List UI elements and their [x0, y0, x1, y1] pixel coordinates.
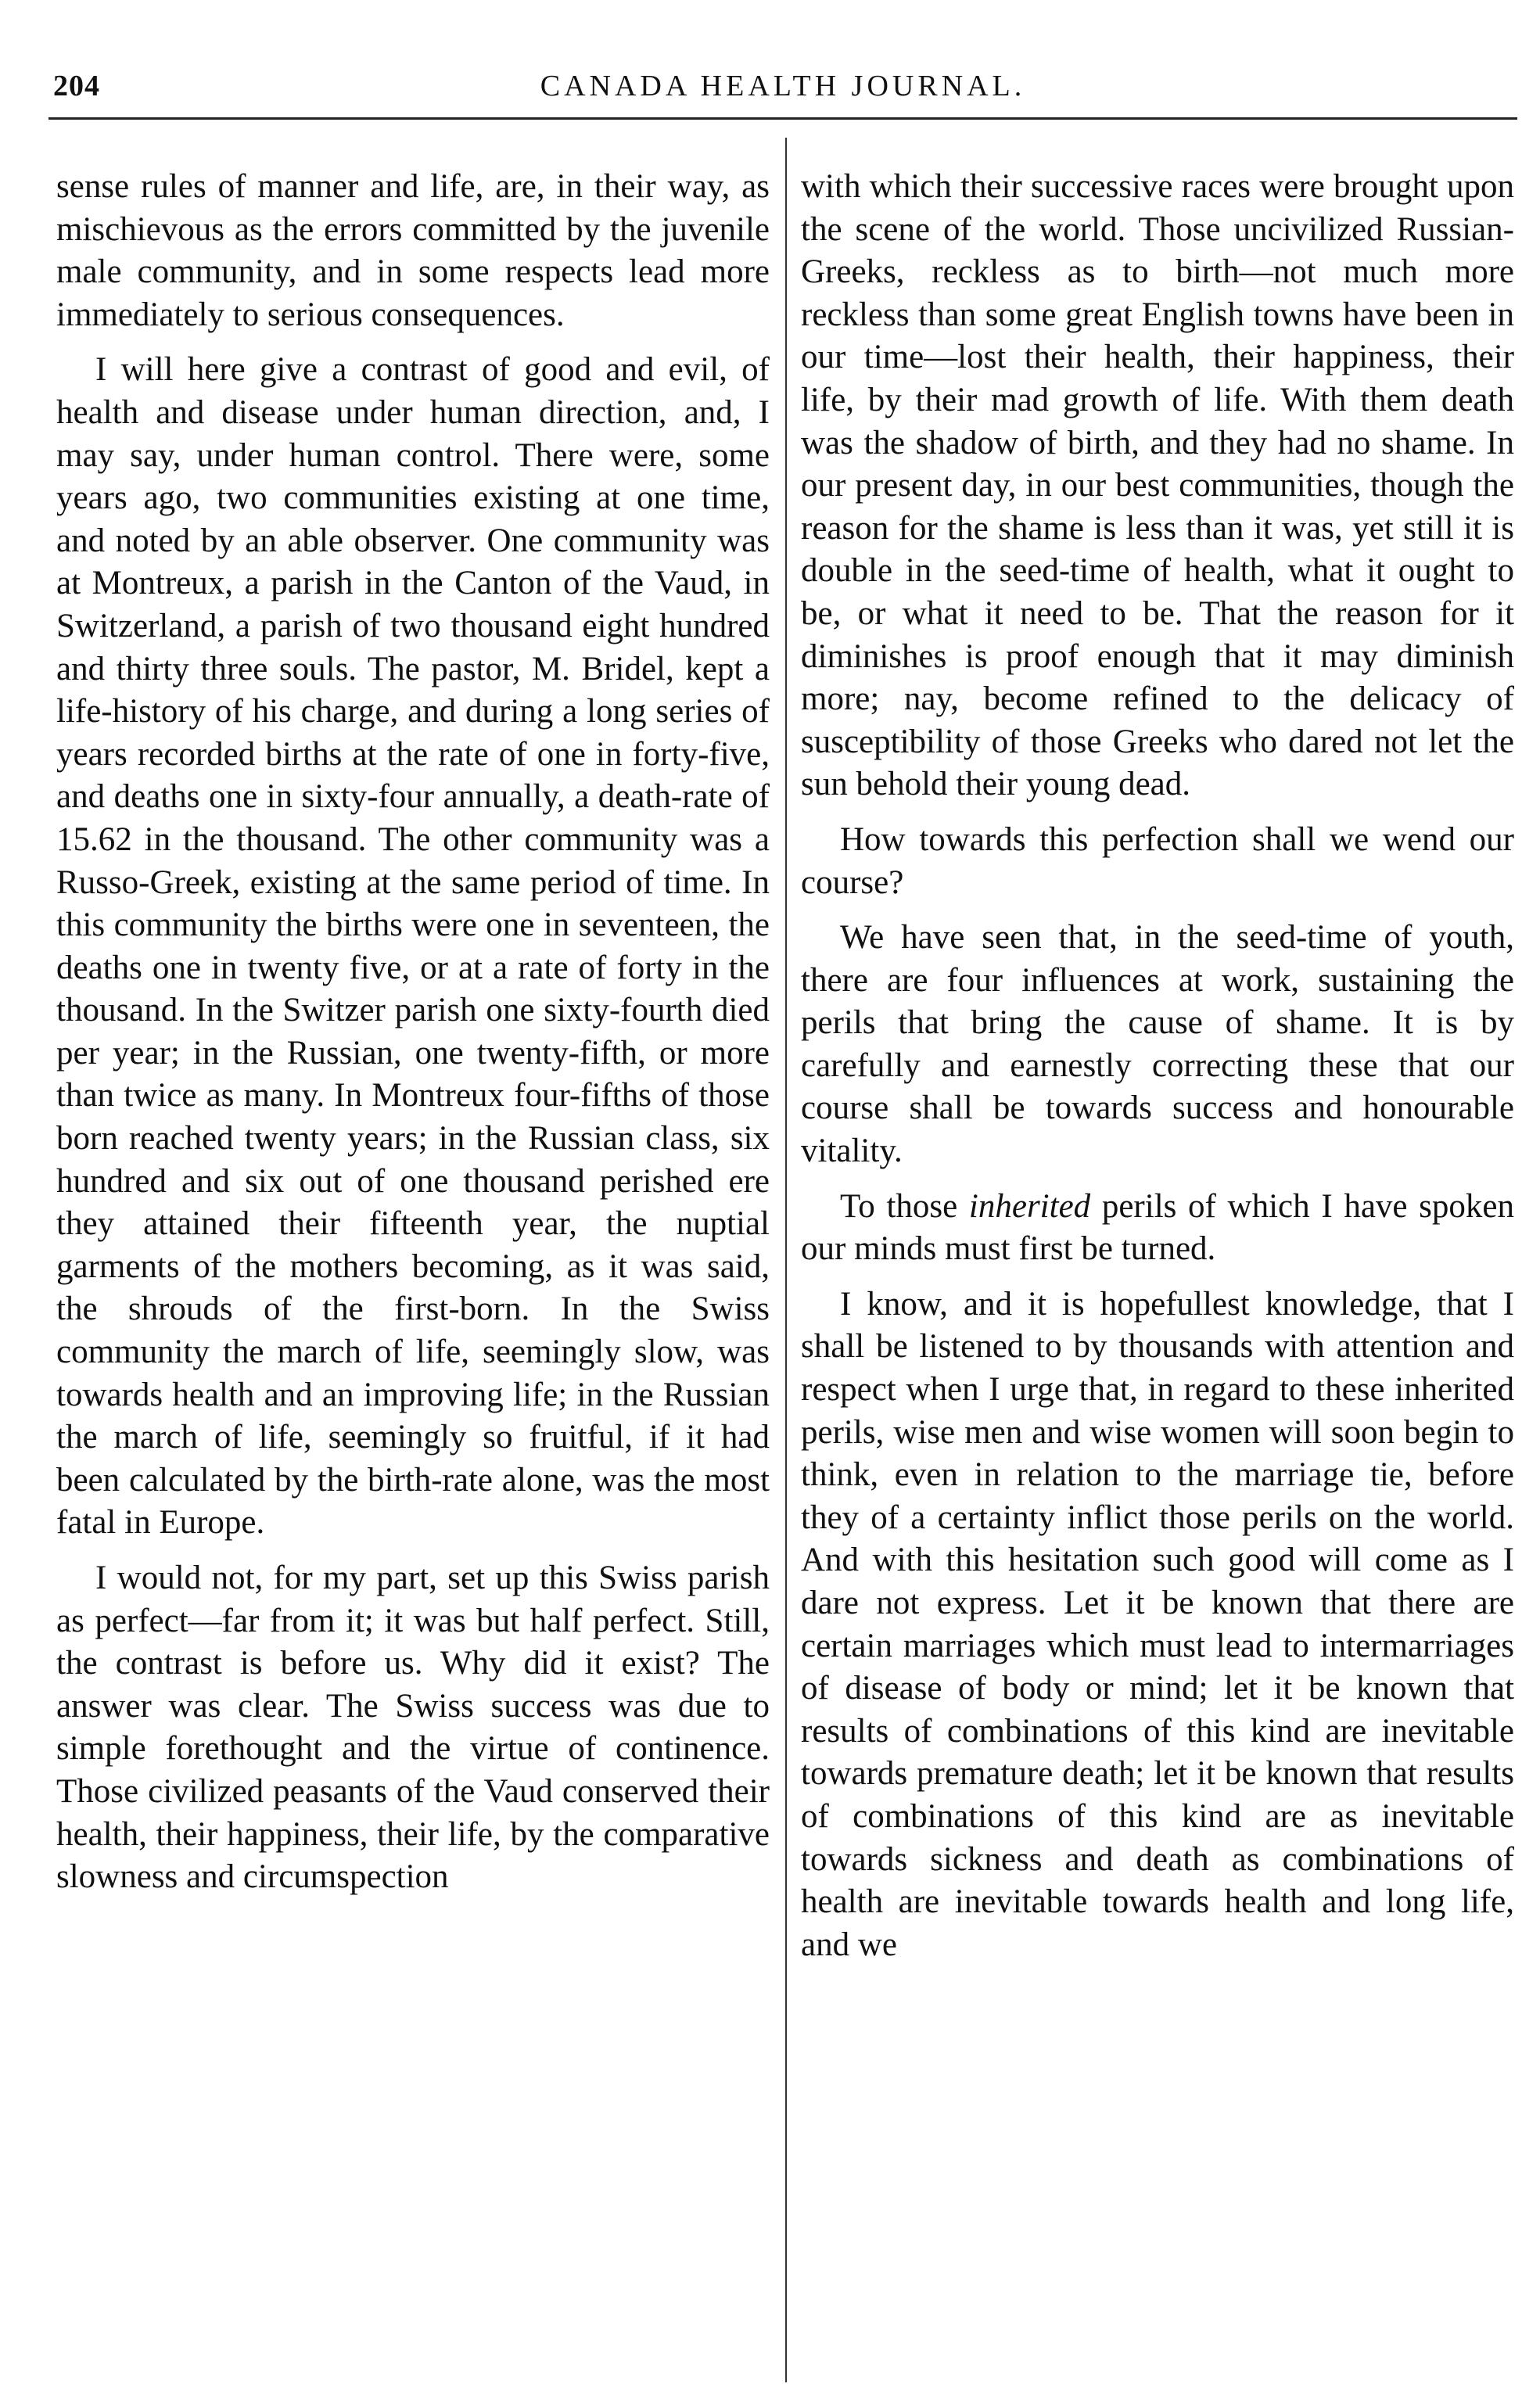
column-divider	[785, 138, 787, 2382]
left-column	[56, 166, 770, 1912]
paragraph: I would not, for my part, set up this Swiss parish as perfect—far from it; it was but half perfect. Still, the contrast is before us. Why did it exist? The answer was clear. The Swiss success was due to simple forethought and the virtue of continence. Those civilized peasants of the Vaud conserved their health, their happiness, their life, by the comparative slowness and circumspection	[56, 1560, 770, 1896]
paragraph-text: To those	[840, 1187, 969, 1225]
paragraph-text: perils of which I have spoken our minds must first be turned.	[801, 1187, 1515, 1268]
paragraph: How towards this perfection shall we wend our course?	[801, 820, 1514, 901]
paragraph: sense rules of manner and life, are, in their way, as mischievous as the errors committed by the juvenile male community, and in some respects lead more immediately to serious consequences.	[56, 168, 770, 333]
paragraph: with which their successive races were brought upon the scene of the world. Those uncivilized Russian-Greeks, reckless as to birth—not much more reckless than some great English towns have been in our time—lost their health, their happiness, their life, by their mad growth of life. With them death was the shadow of birth, and they had no shame. In our present day, in our best communities, though the reason for the shame is less than it was, yet still it is double in the seed-time of health, what it ought to be, or what it need to be. That the reason for it diminishes is proof enough that it may diminish more; nay, become refined to the delicacy of susceptibility of those Greeks who dared not let the sun behold their young dead.	[801, 168, 1514, 803]
paragraph: We have seen that, in the seed-time of youth, there are four influences at work, sustaining the perils that bring the cause of shame. It is by carefully and earnestly correcting these that our course shall be towards success and honourable vitality.	[801, 919, 1514, 1170]
emphasized-word: inherited	[968, 1187, 1091, 1225]
paragraph: I know, and it is hopefullest knowledge, that I shall be listened to by thousands with attention and respect when I urge that, in regard to these inherited perils, wise men and wise women will soon begin to think, even in relation to the marriage tie, before they of a certainty inflict those perils on the world. And with this hesitation such good will come as I dare not express. Let it be known that there are certain marriages which must lead to intermarriages of disease of body or mind; let it be known that results of combinations of this kind are inevitable towards premature death; let it be known that results of combinations of this kind are as inevitable towards sickness and death as combinations of health are inevitable towards health and long life, and we	[801, 1285, 1514, 1963]
running-head: CANADA HEALTH JOURNAL.	[540, 70, 1026, 102]
right-column	[801, 166, 1514, 1979]
header-rule	[48, 117, 1517, 120]
paragraph: I will here give a contrast of good and evil, of health and disease under human direction, and, I may say, under human control. There were, some years ago, two communities existing at one time, and noted by an able observer. One community was at Montreux, a parish in the Canton of the Vaud, in Switzerland, a parish of two thousand eight hundred and thirty three souls. The pastor, M. Bridel, kept a life-history of his charge, and during a long series of years recorded births at the rate of one in forty-five, and deaths one in sixty-four annually, a death-rate of 15.62 in the thousand. The other community was a Russo-Greek, existing at the same period of time. In this community the births were one in seventeen, the deaths one in twenty five, or at a rate of forty in the thousand. In the Switzer parish one sixty-fourth died per year; in the Russian, one twenty-fifth, or more than twice as many. In Montreux four-fifths of those born reached twenty years; in the Russian class, six hundred and six out of one thousand perished ere they attained their fifteenth year, the nuptial garments of the mothers becoming, as it was said, the shrouds of the first-born. In the Swiss community the march of life, seemingly slow, was towards health and an improving life; in the Russian the march of life, seemingly so fruitful, if it had been calculated by the birth-rate alone, was the most fatal in Europe.	[56, 351, 770, 1542]
page-header	[53, 69, 1513, 116]
paragraph	[801, 1186, 1514, 1271]
page-number: 204	[53, 70, 100, 102]
